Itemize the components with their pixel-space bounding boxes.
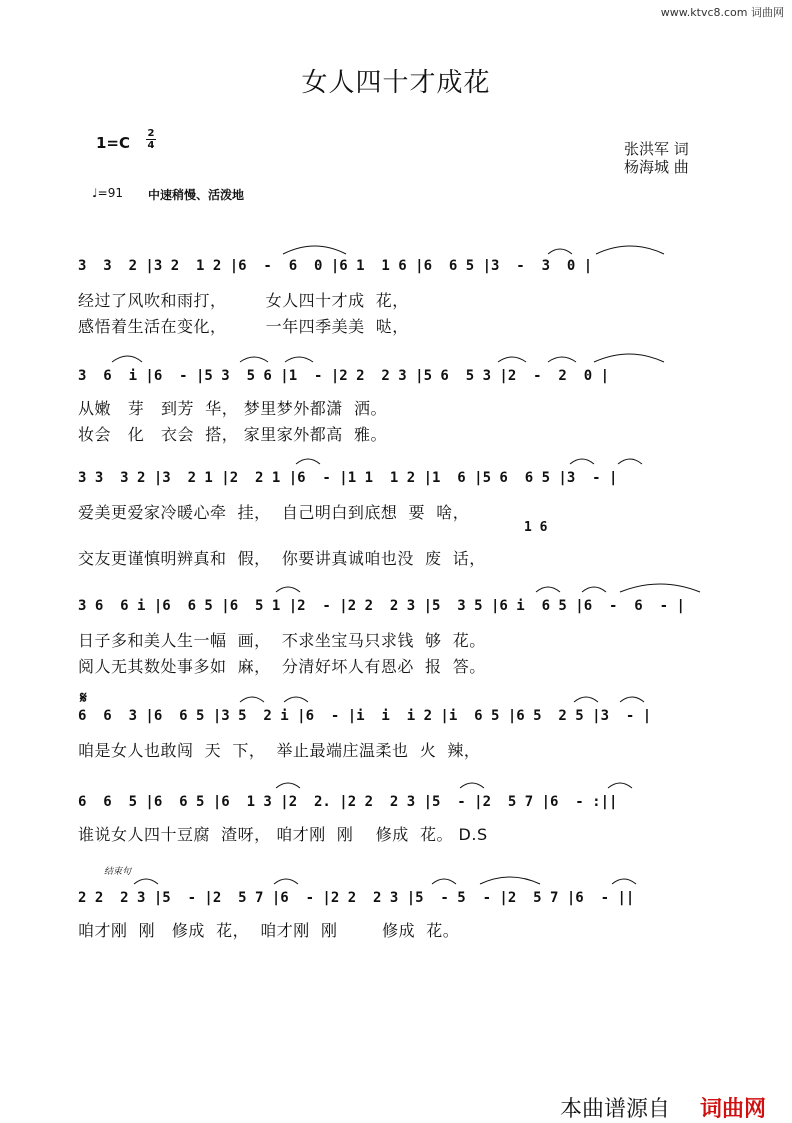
music-system-7 bbox=[78, 890, 728, 920]
watermark-top: www.ktvc8.com 词曲网 bbox=[660, 6, 784, 19]
lyric-3-verse-1: 爱美更爱家冷暖心牵 挂， 自己明白到底想 要 啥， bbox=[78, 503, 470, 522]
lyricist-credit: 张洪军 词 bbox=[624, 140, 689, 158]
ending-label: 结束句 bbox=[104, 867, 132, 877]
lyric-6-verse-1: 谁说女人四十豆腐 渣呀， 咱才刚 刚 修成 花。 D.S bbox=[78, 825, 488, 844]
slur-arc bbox=[283, 246, 346, 254]
tempo-mood: 中速稍慢、活泼地 bbox=[148, 188, 245, 202]
music-system-4 bbox=[78, 598, 728, 628]
music-system-3 bbox=[78, 470, 728, 500]
slur-arc bbox=[284, 697, 308, 702]
lyric-4-verse-2: 阅人无其数处事多如 麻， 分清好坏人有恩必 报 答。 bbox=[78, 657, 486, 676]
lyric-4-verse-1: 日子多和美人生一幅 画， 不求坐宝马只求钱 够 花。 bbox=[78, 631, 486, 650]
slur-arc bbox=[608, 783, 632, 788]
notes-line-4: 3 6 6 i |6 6 5 |6 5 1 |2 - |2 2 2 3 |5 3 5 |6 i 6 5 |6 - 6 - | bbox=[78, 598, 685, 614]
page-title: 女人四十才成花 bbox=[301, 68, 491, 98]
slur-arc bbox=[620, 697, 644, 702]
slur-arc bbox=[582, 587, 606, 592]
slur-arc bbox=[274, 879, 298, 884]
lyric-7-verse-1: 咱才刚 刚 修成 花， 咱才刚 刚 修成 花。 bbox=[78, 921, 460, 940]
alternate-notes: 1 6 bbox=[524, 520, 548, 535]
notes-line-3: 3 3 3 2 |3 2 1 |2 2 1 |6 - |1 1 1 2 |1 6 |5 6 6 5 |3 - | bbox=[78, 470, 618, 486]
tempo-marking: ♩=91 bbox=[92, 186, 123, 200]
notes-line-1: 3 3 2 |3 2 1 2 |6 - 6 0 |6 1 1 6 |6 6 5 |3 - 3 0 | bbox=[78, 258, 593, 274]
notes-line-6: 6 6 5 |6 6 5 |6 1 3 |2 2. |2 2 2 3 |5 - |2 5 7 |6 - :|| bbox=[78, 794, 618, 810]
slur-arc bbox=[460, 783, 484, 788]
slur-arc bbox=[536, 587, 560, 592]
footer-source-text: 本曲谱源自 bbox=[560, 1097, 671, 1122]
lyric-1-verse-2: 感悟着生活在变化， 一年四季美美 哒， bbox=[78, 317, 409, 336]
lyric-5-verse-1: 咱是女人也敢闯 天 下， 举止最端庄温柔也 火 辣， bbox=[78, 741, 481, 760]
slur-arc bbox=[276, 783, 300, 788]
notes-line-7: 2 2 2 3 |5 - |2 5 7 |6 - |2 2 2 3 |5 - 5 - |2 5 7 |6 - || bbox=[78, 890, 635, 906]
lyric-1-verse-1: 经过了风吹和雨打， 女人四十才成 花， bbox=[78, 291, 409, 310]
slur-arc bbox=[594, 354, 664, 362]
lyric-3-verse-2: 交友更谨慎明辨真和 假， 你要讲真诚咱也没 废 话， bbox=[78, 549, 486, 568]
music-system-2 bbox=[78, 368, 728, 398]
slur-arc bbox=[112, 356, 142, 362]
slur-arc bbox=[134, 879, 158, 884]
time-signature bbox=[146, 128, 156, 151]
slur-arc bbox=[498, 357, 526, 362]
time-bottom: 4 bbox=[147, 140, 155, 151]
music-system-6 bbox=[78, 794, 728, 824]
slur-arc bbox=[240, 697, 264, 702]
footer-brand-logo[interactable]: 词曲网 bbox=[700, 1097, 767, 1122]
slur-arc bbox=[618, 459, 642, 464]
slur-arc bbox=[296, 459, 320, 464]
notes-line-5: 6 6 3 |6 6 5 |3 5 2 i |6 - |i i i 2 |i 6 5 |6 5 2 5 |3 - | bbox=[78, 708, 652, 724]
slur-arc bbox=[432, 879, 456, 884]
notes-line-2: 3 6 i |6 - |5 3 5 6 |1 - |2 2 2 3 |5 6 5 3 |2 - 2 0 | bbox=[78, 368, 610, 384]
music-system-1 bbox=[78, 258, 728, 288]
time-top: 2 bbox=[147, 128, 155, 139]
slur-arc bbox=[620, 584, 700, 592]
slur-arc bbox=[240, 357, 268, 362]
slur-arc bbox=[570, 459, 594, 464]
slur-arc bbox=[574, 697, 598, 702]
slur-arc bbox=[548, 357, 576, 362]
segno-sign: 𝄋 bbox=[80, 688, 87, 707]
slur-arc bbox=[612, 879, 636, 884]
key-signature: 1=C bbox=[96, 134, 131, 152]
music-system-5 bbox=[78, 708, 728, 738]
slur-arc bbox=[480, 877, 540, 884]
lyric-2-verse-1: 从嫩 芽 到芳 华， 梦里梦外都潇 洒。 bbox=[78, 399, 387, 418]
composer-credit: 杨海城 曲 bbox=[624, 158, 689, 176]
slur-arc bbox=[276, 587, 300, 592]
lyric-2-verse-2: 妆会 化 衣会 搭， 家里家外都高 雅。 bbox=[78, 425, 387, 444]
slur-arc bbox=[548, 249, 572, 254]
slur-arc bbox=[285, 357, 313, 362]
slur-arc bbox=[596, 246, 664, 254]
